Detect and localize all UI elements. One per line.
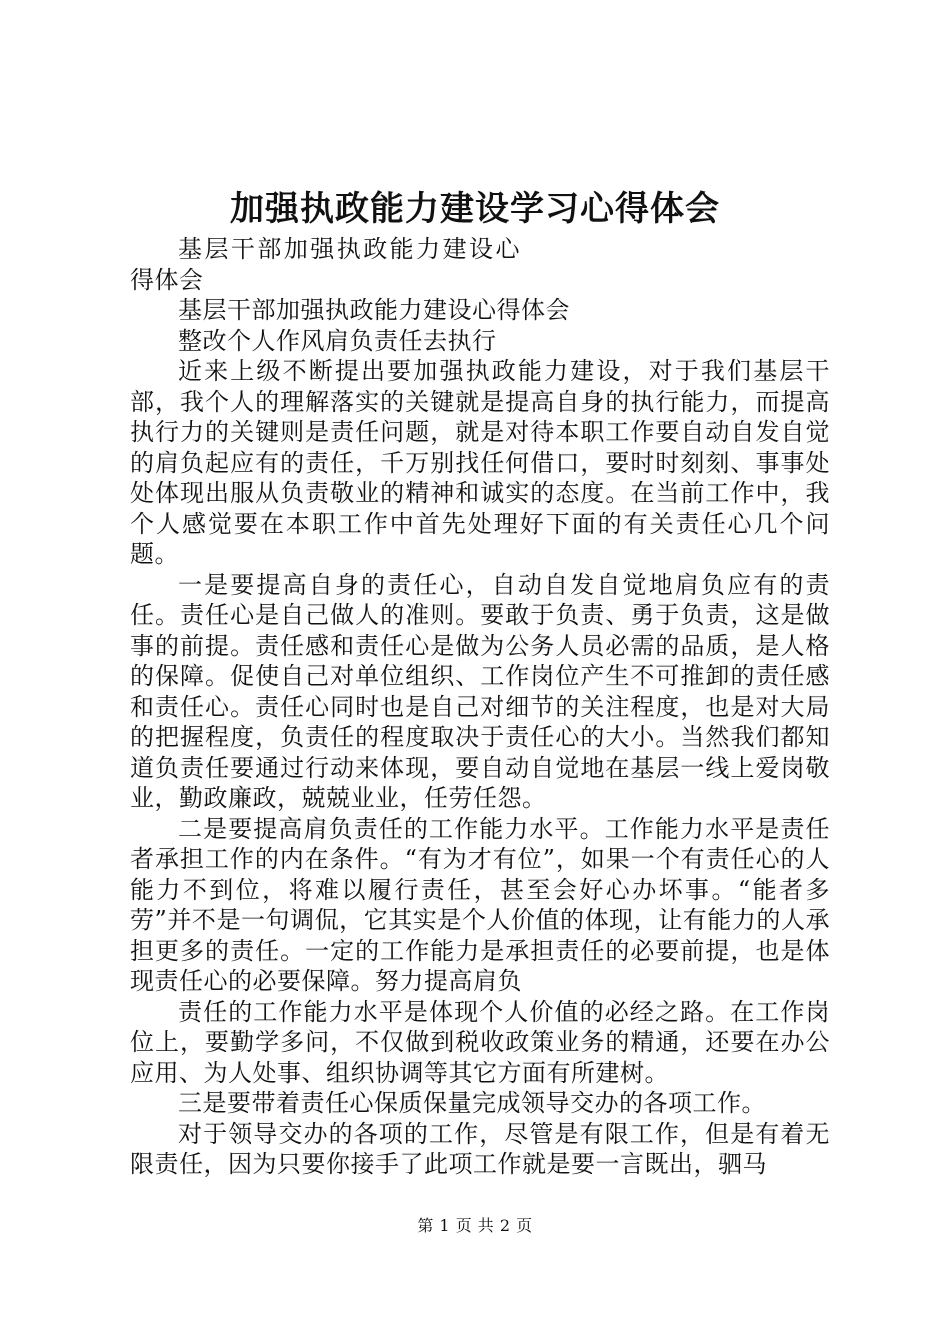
subtitle-line: 基层干部加强执政能力建设心得体会 [178,296,570,324]
page-footer: 第 1 页 共 2 页 [417,1216,533,1235]
subtitle-line: 整改个人作风肩负责任去执行 [178,326,497,355]
body-paragraph: 一是要提高自身的责任心，自动自发自觉地肩负应有的责任。责任心是自己做人的准则。要敢于负责、勇于负责，这是做事的前提。责任感和责任心是做为公务人员必需的品质，是人格的保障。促使自己对单位组织、工作岗位产生不可推卸的责任感和责任心。责任心同时也是自己对细节的关注程度，也是对大局的把握程度，负责任的程度取决于责任心的大小。当然我们都知道负责任要通过行动来体现，要自动自觉地在基层一线上爱岗敬业，勤政廉政，兢兢业业，任劳任怨。 [130,570,830,812]
body-paragraph: 责任的工作能力水平是体现个人价值的必经之路。在工作岗位上，要勤学多问，不仅做到税收政策业务的精通，还要在办公应用、为人处事、组织协调等其它方面有所建树。 [130,997,830,1087]
subtitle-line: 基层干部加强执政能力建设心得体会 [130,235,520,294]
body-paragraph: 二是要提高肩负责任的工作能力水平。工作能力水平是责任者承担工作的内在条件。“有为才有位”，如果一个有责任心的人能力不到位，将难以履行责任，甚至会好心办坏事。“能者多劳”并不是一句调侃，它其实是个人价值的体现，让有能力的人承担更多的责任。一定的工作能力是承担责任的必要前提，也是体现责任心的必要保障。努力提高肩负 [130,814,830,995]
body-paragraph: 三是要带着责任心保质保量完成领导交办的各项工作。 [178,1089,766,1117]
document-body [130,234,830,1180]
body-paragraph: 近来上级不断提出要加强执政能力建设，对于我们基层干部，我个人的理解落实的关键就是提高自身的执行能力，而提高执行力的关键则是责任问题，就是对待本职工作要自动自发自觉的肩负起应有的责任，千万别找任何借口，要时时刻刻、事事处处体现出服从负责敬业的精神和诚实的态度。在当前工作中，我个人感觉要在本职工作中首先处理好下面的有关责任心几个问题。 [130,357,830,568]
document-title: 加强执政能力建设学习心得体会 [230,189,720,229]
body-paragraph: 对于领导交办的各项的工作，尽管是有限工作，但是有着无限责任，因为只要你接手了此项工作就是要一言既出，驷马 [130,1119,830,1178]
